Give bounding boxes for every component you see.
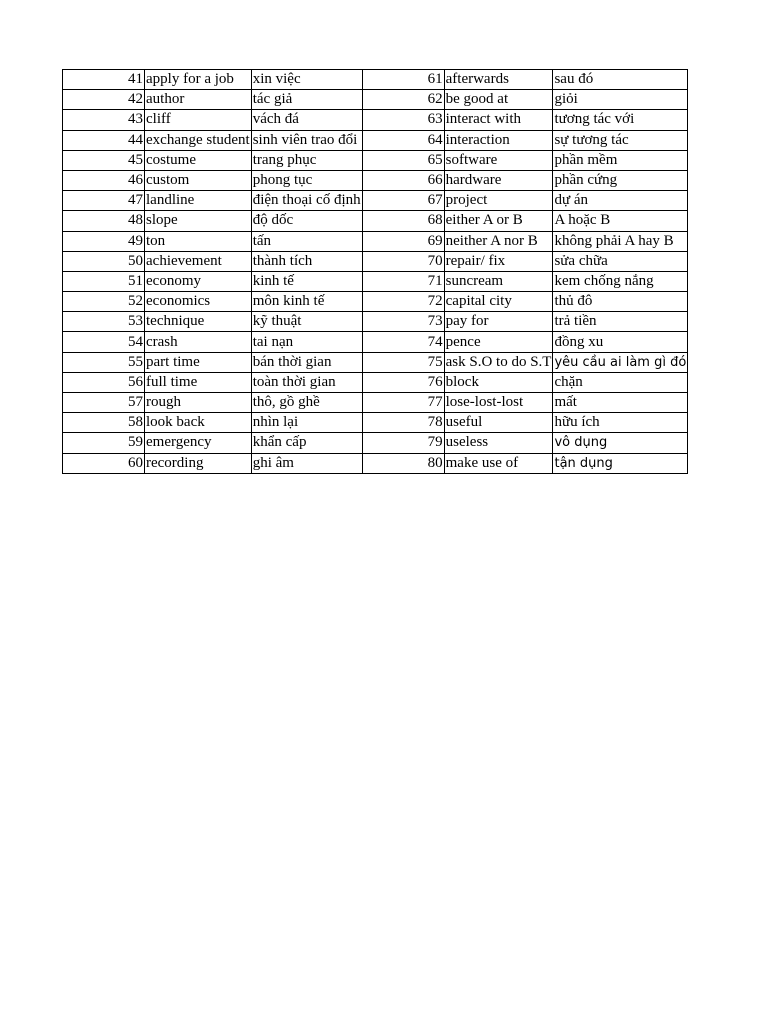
vietnamese-meaning: điện thoại cố định bbox=[251, 191, 362, 211]
entry-number: 80 bbox=[362, 453, 444, 473]
entry-number: 57 bbox=[63, 393, 145, 413]
table-row bbox=[63, 130, 688, 150]
english-term: technique bbox=[145, 312, 252, 332]
vietnamese-meaning: dự án bbox=[553, 191, 688, 211]
table-row bbox=[63, 231, 688, 251]
english-term: be good at bbox=[444, 90, 553, 110]
entry-number: 61 bbox=[362, 70, 444, 90]
vietnamese-meaning: ghi âm bbox=[251, 453, 362, 473]
vietnamese-meaning: sửa chữa bbox=[553, 251, 688, 271]
vietnamese-meaning: kỹ thuật bbox=[251, 312, 362, 332]
english-term: suncream bbox=[444, 271, 553, 291]
entry-number: 41 bbox=[63, 70, 145, 90]
english-term: pay for bbox=[444, 312, 553, 332]
english-term: rough bbox=[145, 393, 252, 413]
entry-number: 67 bbox=[362, 191, 444, 211]
vietnamese-meaning: tai nạn bbox=[251, 332, 362, 352]
vietnamese-meaning: thô, gồ ghề bbox=[251, 393, 362, 413]
table-row bbox=[63, 271, 688, 291]
vietnamese-meaning: phần mềm bbox=[553, 150, 688, 170]
entry-number: 66 bbox=[362, 170, 444, 190]
entry-number: 74 bbox=[362, 332, 444, 352]
entry-number: 52 bbox=[63, 292, 145, 312]
entry-number: 79 bbox=[362, 433, 444, 453]
entry-number: 47 bbox=[63, 191, 145, 211]
vietnamese-meaning: thành tích bbox=[251, 251, 362, 271]
entry-number: 70 bbox=[362, 251, 444, 271]
english-term: afterwards bbox=[444, 70, 553, 90]
entry-number: 71 bbox=[362, 271, 444, 291]
entry-number: 68 bbox=[362, 211, 444, 231]
vietnamese-meaning: sau đó bbox=[553, 70, 688, 90]
table-row bbox=[63, 70, 688, 90]
entry-number: 76 bbox=[362, 372, 444, 392]
vietnamese-meaning: khẩn cấp bbox=[251, 433, 362, 453]
english-term: hardware bbox=[444, 170, 553, 190]
vietnamese-meaning: tận dụng bbox=[553, 453, 688, 473]
vocabulary-sheet bbox=[62, 69, 688, 474]
vietnamese-meaning: kem chống nắng bbox=[553, 271, 688, 291]
vietnamese-meaning: chặn bbox=[553, 372, 688, 392]
entry-number: 78 bbox=[362, 413, 444, 433]
vietnamese-meaning: đồng xu bbox=[553, 332, 688, 352]
entry-number: 51 bbox=[63, 271, 145, 291]
entry-number: 63 bbox=[362, 110, 444, 130]
vietnamese-meaning: vách đá bbox=[251, 110, 362, 130]
entry-number: 65 bbox=[362, 150, 444, 170]
vietnamese-meaning: bán thời gian bbox=[251, 352, 362, 372]
entry-number: 44 bbox=[63, 130, 145, 150]
vietnamese-meaning: sinh viên trao đổi bbox=[251, 130, 362, 150]
vietnamese-meaning: sự tương tác bbox=[553, 130, 688, 150]
entry-number: 58 bbox=[63, 413, 145, 433]
table-row bbox=[63, 110, 688, 130]
vietnamese-meaning: phong tục bbox=[251, 170, 362, 190]
vietnamese-meaning: độ dốc bbox=[251, 211, 362, 231]
vietnamese-meaning: tương tác với bbox=[553, 110, 688, 130]
entry-number: 59 bbox=[63, 433, 145, 453]
entry-number: 43 bbox=[63, 110, 145, 130]
english-term: repair/ fix bbox=[444, 251, 553, 271]
vietnamese-meaning: toàn thời gian bbox=[251, 372, 362, 392]
vietnamese-meaning: xin việc bbox=[251, 70, 362, 90]
english-term: achievement bbox=[145, 251, 252, 271]
english-term: software bbox=[444, 150, 553, 170]
table-row bbox=[63, 433, 688, 453]
entry-number: 56 bbox=[63, 372, 145, 392]
english-term: make use of bbox=[444, 453, 553, 473]
table-row bbox=[63, 211, 688, 231]
table-row bbox=[63, 352, 688, 372]
english-term: interaction bbox=[444, 130, 553, 150]
table-row bbox=[63, 372, 688, 392]
english-term: recording bbox=[145, 453, 252, 473]
english-term: costume bbox=[145, 150, 252, 170]
entry-number: 45 bbox=[63, 150, 145, 170]
entry-number: 69 bbox=[362, 231, 444, 251]
table-row bbox=[63, 170, 688, 190]
entry-number: 50 bbox=[63, 251, 145, 271]
entry-number: 62 bbox=[362, 90, 444, 110]
table-row bbox=[63, 90, 688, 110]
english-term: landline bbox=[145, 191, 252, 211]
table-row bbox=[63, 150, 688, 170]
table-row bbox=[63, 393, 688, 413]
english-term: apply for a job bbox=[145, 70, 252, 90]
vietnamese-meaning: trả tiền bbox=[553, 312, 688, 332]
english-term: author bbox=[145, 90, 252, 110]
vietnamese-meaning: trang phục bbox=[251, 150, 362, 170]
entry-number: 75 bbox=[362, 352, 444, 372]
table-row bbox=[63, 332, 688, 352]
english-term: either A or B bbox=[444, 211, 553, 231]
english-term: ton bbox=[145, 231, 252, 251]
vietnamese-meaning: kinh tế bbox=[251, 271, 362, 291]
english-term: economics bbox=[145, 292, 252, 312]
vietnamese-meaning: không phải A hay B bbox=[553, 231, 688, 251]
vietnamese-meaning: giỏi bbox=[553, 90, 688, 110]
entry-number: 48 bbox=[63, 211, 145, 231]
table-row bbox=[63, 312, 688, 332]
vietnamese-meaning: yêu cầu ai làm gì đó bbox=[553, 352, 688, 372]
english-term: emergency bbox=[145, 433, 252, 453]
english-term: part time bbox=[145, 352, 252, 372]
english-term: neither A nor B bbox=[444, 231, 553, 251]
entry-number: 64 bbox=[362, 130, 444, 150]
english-term: custom bbox=[145, 170, 252, 190]
vietnamese-meaning: hữu ích bbox=[553, 413, 688, 433]
vietnamese-meaning: A hoặc B bbox=[553, 211, 688, 231]
entry-number: 42 bbox=[63, 90, 145, 110]
english-term: useful bbox=[444, 413, 553, 433]
entry-number: 55 bbox=[63, 352, 145, 372]
english-term: full time bbox=[145, 372, 252, 392]
table-row bbox=[63, 251, 688, 271]
vocabulary-table bbox=[62, 69, 688, 474]
english-term: look back bbox=[145, 413, 252, 433]
english-term: useless bbox=[444, 433, 553, 453]
vietnamese-meaning: nhìn lại bbox=[251, 413, 362, 433]
vietnamese-meaning: thủ đô bbox=[553, 292, 688, 312]
entry-number: 73 bbox=[362, 312, 444, 332]
english-term: cliff bbox=[145, 110, 252, 130]
entry-number: 60 bbox=[63, 453, 145, 473]
english-term: crash bbox=[145, 332, 252, 352]
vietnamese-meaning: tấn bbox=[251, 231, 362, 251]
entry-number: 77 bbox=[362, 393, 444, 413]
english-term: ask S.O to do S.T bbox=[444, 352, 553, 372]
english-term: exchange student bbox=[145, 130, 252, 150]
vietnamese-meaning: tác giả bbox=[251, 90, 362, 110]
table-row bbox=[63, 292, 688, 312]
vietnamese-meaning: mất bbox=[553, 393, 688, 413]
english-term: slope bbox=[145, 211, 252, 231]
english-term: block bbox=[444, 372, 553, 392]
entry-number: 46 bbox=[63, 170, 145, 190]
table-row bbox=[63, 413, 688, 433]
entry-number: 49 bbox=[63, 231, 145, 251]
entry-number: 54 bbox=[63, 332, 145, 352]
english-term: interact with bbox=[444, 110, 553, 130]
english-term: lose-lost-lost bbox=[444, 393, 553, 413]
table-row bbox=[63, 191, 688, 211]
entry-number: 53 bbox=[63, 312, 145, 332]
english-term: project bbox=[444, 191, 553, 211]
entry-number: 72 bbox=[362, 292, 444, 312]
table-row bbox=[63, 453, 688, 473]
vocabulary-table-body bbox=[63, 70, 688, 474]
english-term: pence bbox=[444, 332, 553, 352]
vietnamese-meaning: phần cứng bbox=[553, 170, 688, 190]
english-term: economy bbox=[145, 271, 252, 291]
vietnamese-meaning: môn kinh tế bbox=[251, 292, 362, 312]
english-term: capital city bbox=[444, 292, 553, 312]
vietnamese-meaning: vô dụng bbox=[553, 433, 688, 453]
